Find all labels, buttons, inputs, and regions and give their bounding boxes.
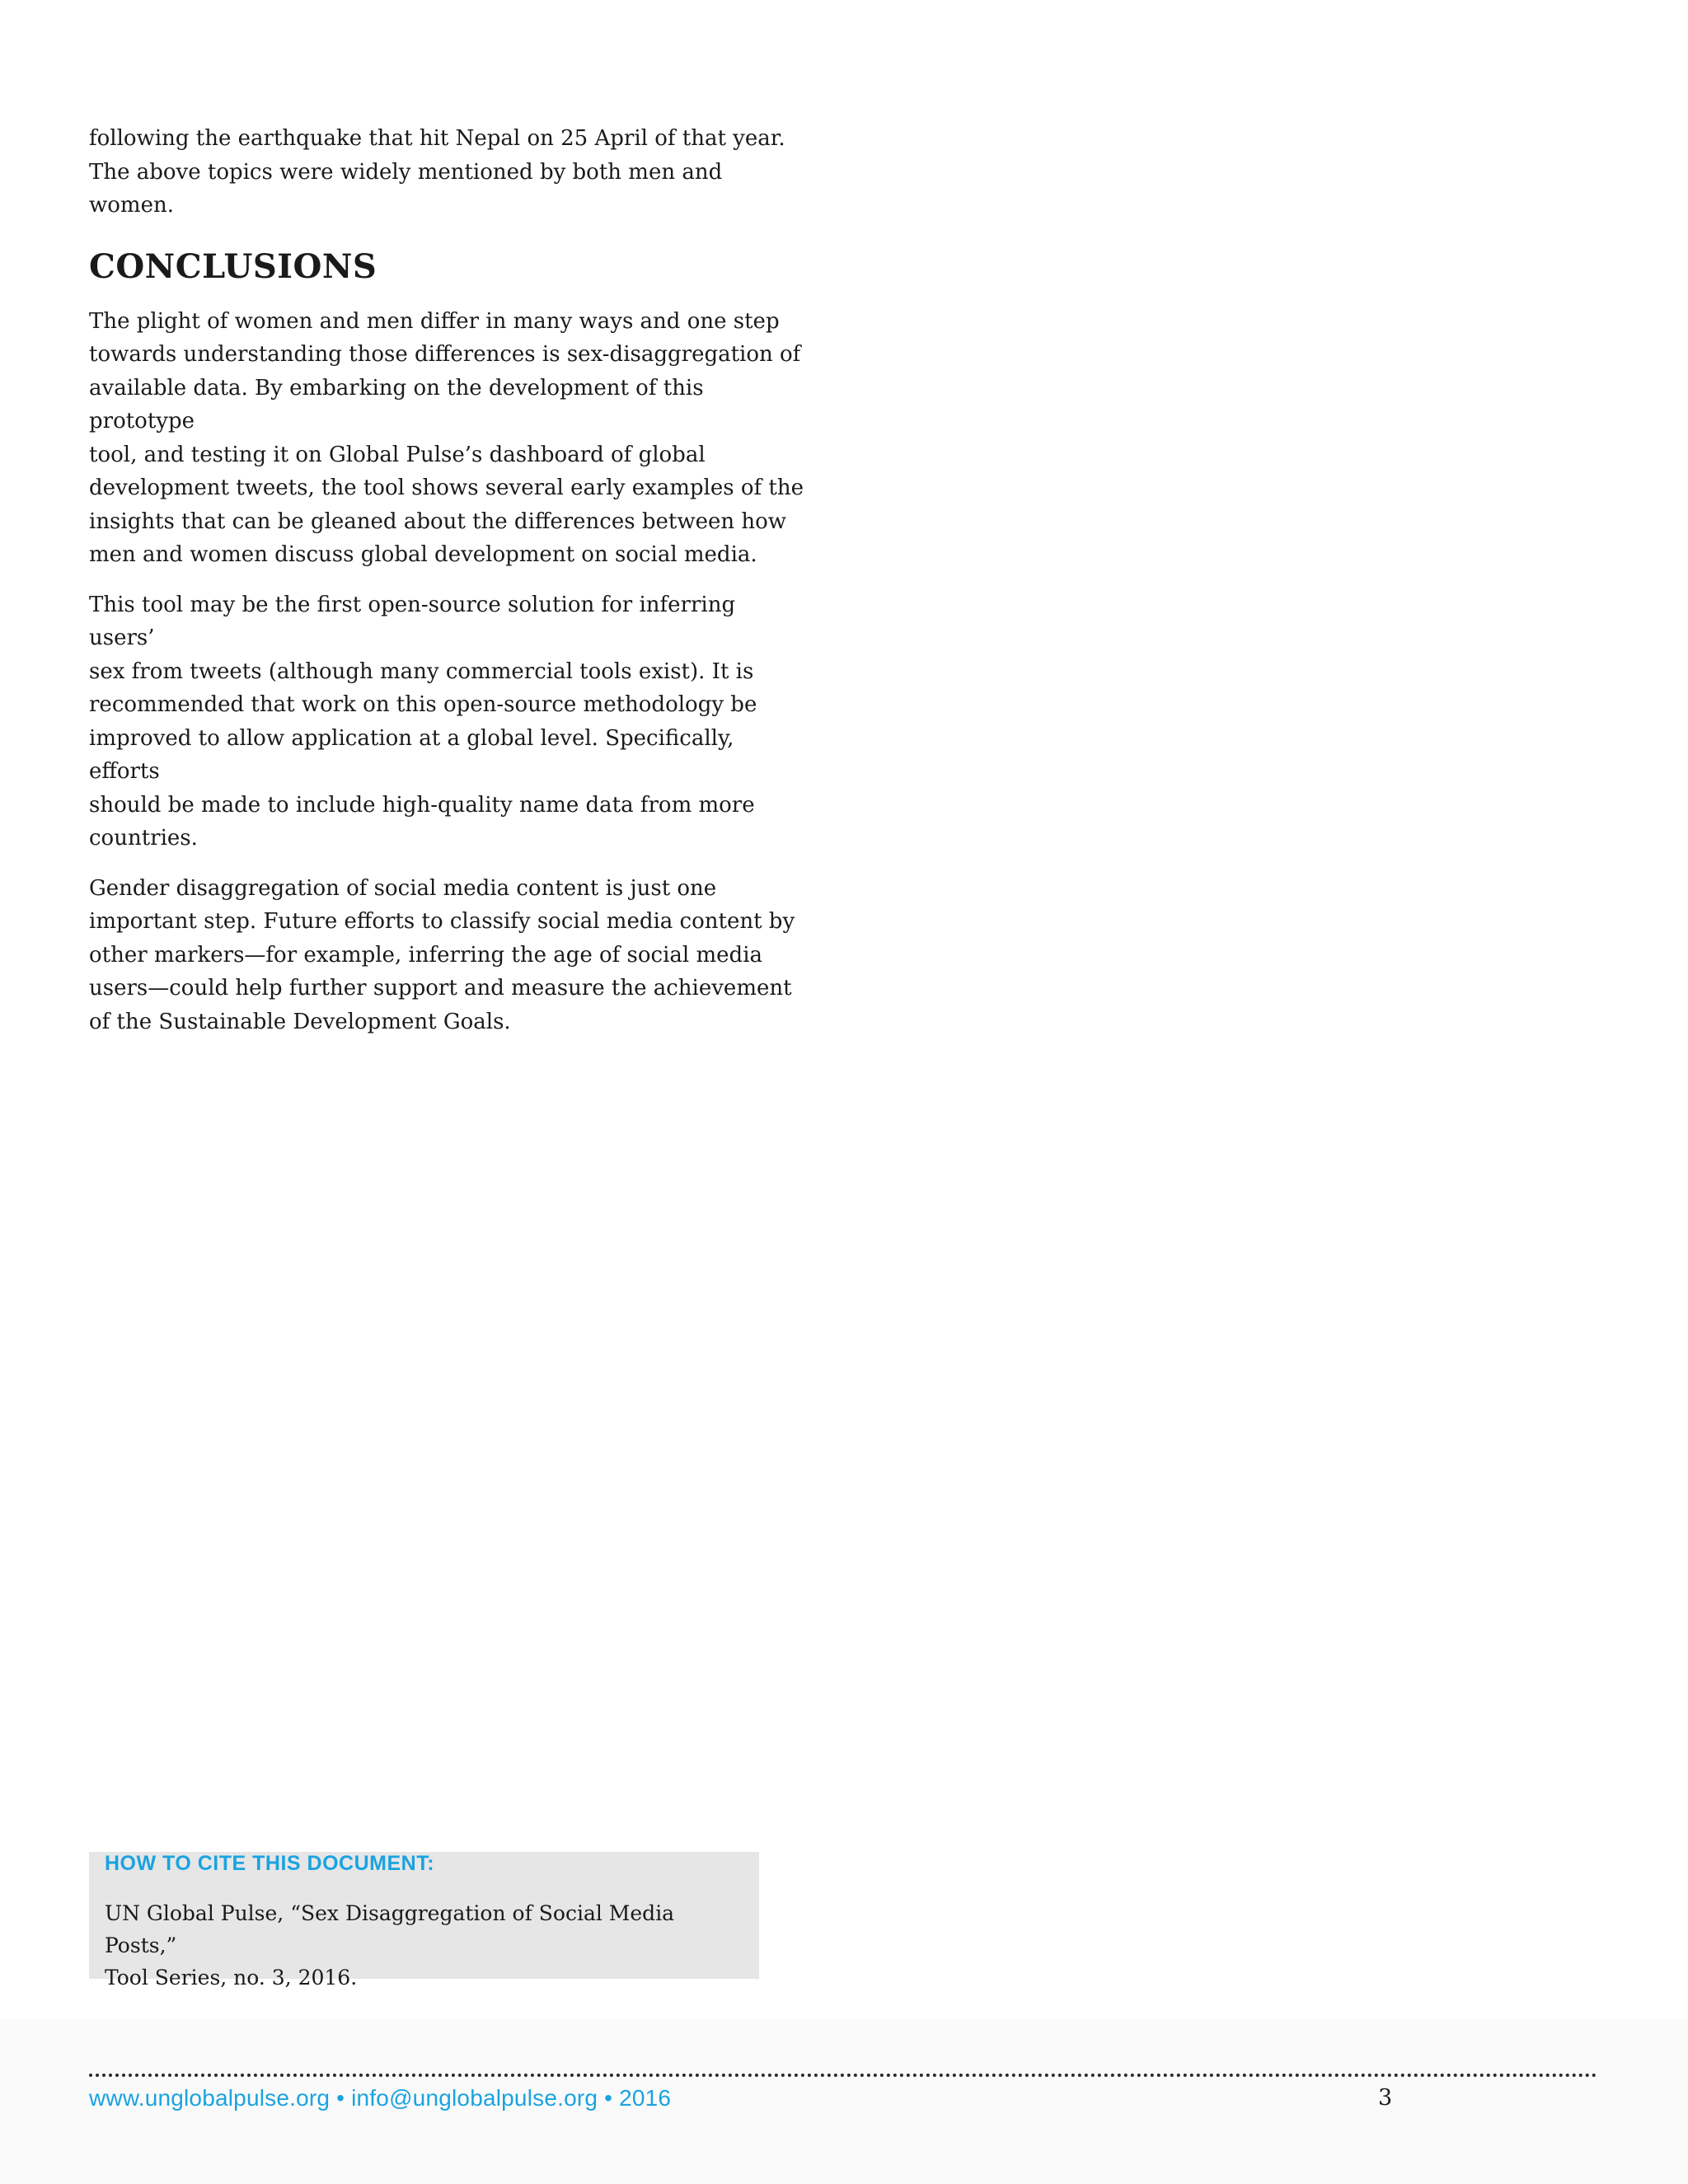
- intro-paragraph: following the earthquake that hit Nepal on 25 April of that year. The above topics were widely mentioned by both men and women.: [89, 126, 785, 218]
- conclusions-paragraph-1: The plight of women and men differ in many ways and one step towards understanding those differences is sex-disaggregation of available data. By embarking on the development of this prototype tool, and testing it on Global Pulse’s dashboard of global development tweets, the tool shows several early examples of the insights that can be gleaned about the differences between how men and women discuss global development on social media.: [89, 308, 804, 567]
- page-number: 3: [1378, 2085, 1393, 2111]
- conclusions-heading: CONCLUSIONS: [89, 246, 377, 286]
- citation-heading: HOW TO CITE THIS DOCUMENT:: [105, 1852, 435, 1875]
- citation-box: [89, 1852, 759, 1990]
- footer-dotted-divider: [89, 2074, 1597, 2077]
- conclusions-paragraph-2: This tool may be the first open-source solution for inferring users’ sex from tweets (although many commercial tools exist). It is recommended that work on this open-source methodology be improved to allow application at a global level. Specifically, efforts should be made to include high-quality name data from more countries.: [89, 592, 757, 851]
- citation-text: UN Global Pulse, “Sex Disaggregation of Social Media Posts,” Tool Series, no. 3, 2016.: [105, 1901, 675, 1990]
- footer-contact-line: www.unglobalpulse.org • info@unglobalpulse.org • 2016: [89, 2085, 672, 2111]
- main-text-column: [89, 122, 806, 1055]
- conclusions-paragraph-3: Gender disaggregation of social media content is just one important step. Future efforts to classify social media content by other markers—for example, inferring the age of social media users—could help further support and measure the achievement of the Sustainable Development Goals.: [89, 875, 795, 1034]
